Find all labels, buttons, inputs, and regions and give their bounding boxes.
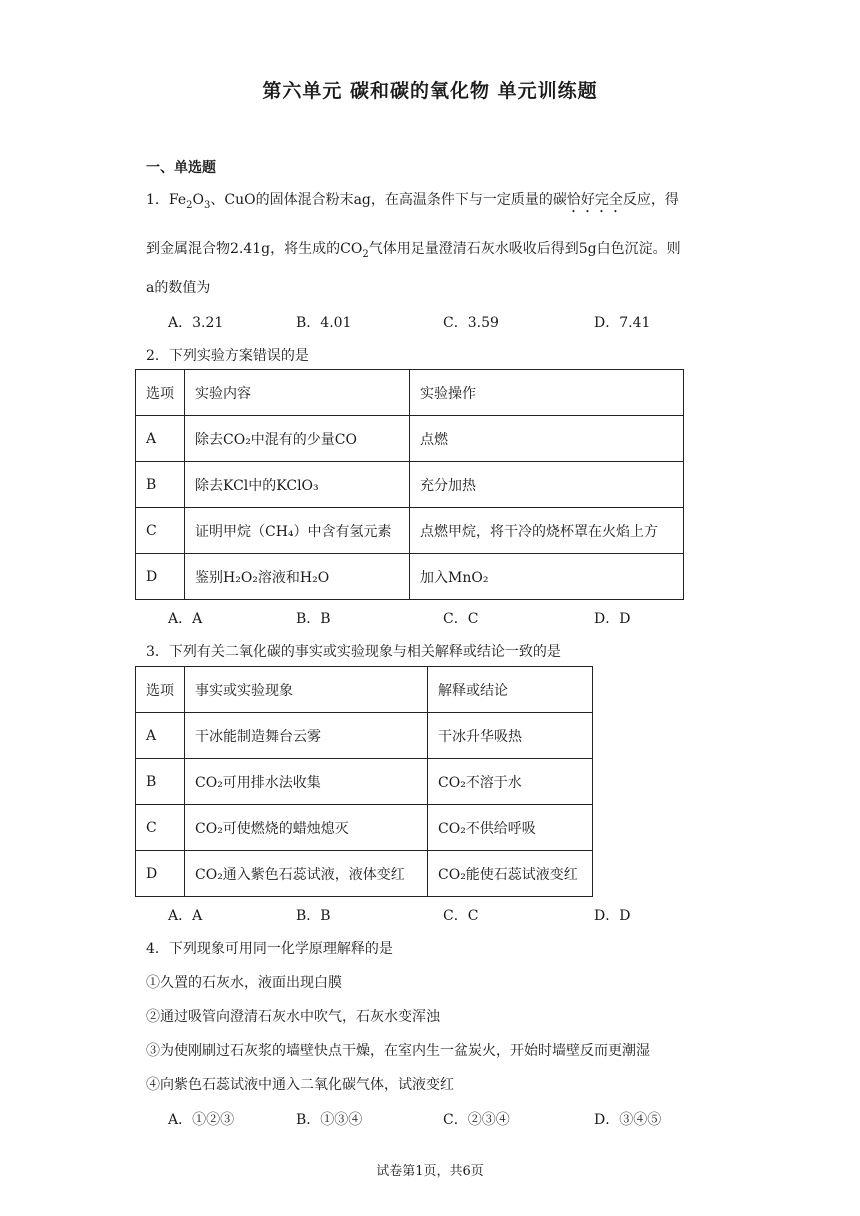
option-c[interactable]: C．②③④ <box>443 1112 510 1128</box>
question-2-table <box>135 369 684 600</box>
option-b[interactable]: B．B <box>296 908 331 924</box>
table-cell: CO₂通入紫色石蕊试液，液体变红 <box>185 851 428 897</box>
statement-2: ②通过吸管向澄清石灰水中吹气，石灰水变浑浊 <box>146 1009 440 1025</box>
table-row <box>136 713 593 759</box>
table-cell: 干冰能制造舞台云雾 <box>185 713 428 759</box>
table-cell: CO₂能使石蕊试液变红 <box>428 851 593 897</box>
option-a[interactable]: A．A <box>168 611 203 627</box>
table-cell: CO₂不溶于水 <box>428 759 593 805</box>
table-cell: 充分加热 <box>410 462 684 508</box>
statement-3: ③为使刚刷过石灰浆的墙壁快点干燥，在室内生一盆炭火，开始时墙壁反而更潮湿 <box>146 1043 650 1059</box>
table-cell: 选项 <box>136 370 185 416</box>
table-cell: C <box>136 508 185 554</box>
option-c[interactable]: C．C <box>443 611 479 627</box>
option-b[interactable]: B．4.01 <box>296 315 352 331</box>
table-cell: B <box>136 759 185 805</box>
table-cell: D <box>136 554 185 600</box>
table-cell: 点燃 <box>410 416 684 462</box>
table-cell: CO₂可使燃烧的蜡烛熄灭 <box>185 805 428 851</box>
option-a[interactable]: A．3.21 <box>168 315 224 331</box>
question-3-table <box>135 666 593 897</box>
table-row <box>136 805 593 851</box>
option-b[interactable]: B．B <box>296 611 331 627</box>
table-cell: 解释或结论 <box>428 667 593 713</box>
table-row <box>136 416 684 462</box>
option-c[interactable]: C．C <box>443 908 479 924</box>
option-c[interactable]: C．3.59 <box>443 315 499 331</box>
question-1-line-1: 1．$Fe_2O_3$、CuO的固体混合粉末ag，在高温条件下与一定质量的碳恰好完全反应，得 <box>146 192 679 211</box>
question-4-stem: 4．下列现象可用同一化学原理解释的是 <box>146 941 393 957</box>
table-cell: CO₂不供给呼吸 <box>428 805 593 851</box>
table-header-row <box>136 667 593 713</box>
option-d[interactable]: D．D <box>594 611 631 627</box>
table-cell: D <box>136 851 185 897</box>
table-cell: 除去CO₂中混有的少量CO <box>185 416 410 462</box>
table-row <box>136 759 593 805</box>
table-cell: 实验内容 <box>185 370 410 416</box>
table-header-row <box>136 370 684 416</box>
table-row <box>136 508 684 554</box>
table-cell: B <box>136 462 185 508</box>
option-d[interactable]: D．7.41 <box>594 315 651 331</box>
table-cell: 事实或实验现象 <box>185 667 428 713</box>
section-heading: 一、单选题 <box>146 160 216 176</box>
question-1-line-2: 到金属混合物2.41g，将生成的$CO_2$气体用足量澄清石灰水吸收后得到5g白色沉淀。则 <box>146 241 681 260</box>
question-1-line-3: a的数值为 <box>146 280 211 296</box>
table-cell: CO₂可用排水法收集 <box>185 759 428 805</box>
table-cell: 实验操作 <box>410 370 684 416</box>
option-d[interactable]: D．③④⑤ <box>594 1112 662 1128</box>
table-cell: 干冰升华吸热 <box>428 713 593 759</box>
statement-4: ④向紫色石蕊试液中通入二氧化碳气体，试液变红 <box>146 1077 454 1093</box>
table-cell: 点燃甲烷，将干冷的烧杯罩在火焰上方 <box>410 508 684 554</box>
table-cell: 选项 <box>136 667 185 713</box>
table-cell: A <box>136 713 185 759</box>
question-2-stem: 2．下列实验方案错误的是 <box>146 348 309 364</box>
table-cell: A <box>136 416 185 462</box>
table-cell: 加入MnO₂ <box>410 554 684 600</box>
option-a[interactable]: A．①②③ <box>168 1112 235 1128</box>
page-title: 第六单元 碳和碳的氧化物 单元训练题 <box>262 80 598 102</box>
table-row <box>136 851 593 897</box>
table-cell: 鉴别H₂O₂溶液和H₂O <box>185 554 410 600</box>
table-cell: C <box>136 805 185 851</box>
question-3-stem: 3．下列有关二氧化碳的事实或实验现象与相关解释或结论一致的是 <box>146 644 561 660</box>
option-d[interactable]: D．D <box>594 908 631 924</box>
page-footer: 试卷第1页，共6页 <box>376 1164 484 1179</box>
table-row <box>136 554 684 600</box>
option-b[interactable]: B．①③④ <box>296 1112 363 1128</box>
table-cell: 除去KCl中的KClO₃ <box>185 462 410 508</box>
table-cell: 证明甲烷（CH₄）中含有氢元素 <box>185 508 410 554</box>
statement-1: ①久置的石灰水，液面出现白膜 <box>146 975 342 991</box>
option-a[interactable]: A．A <box>168 908 203 924</box>
table-row <box>136 462 684 508</box>
